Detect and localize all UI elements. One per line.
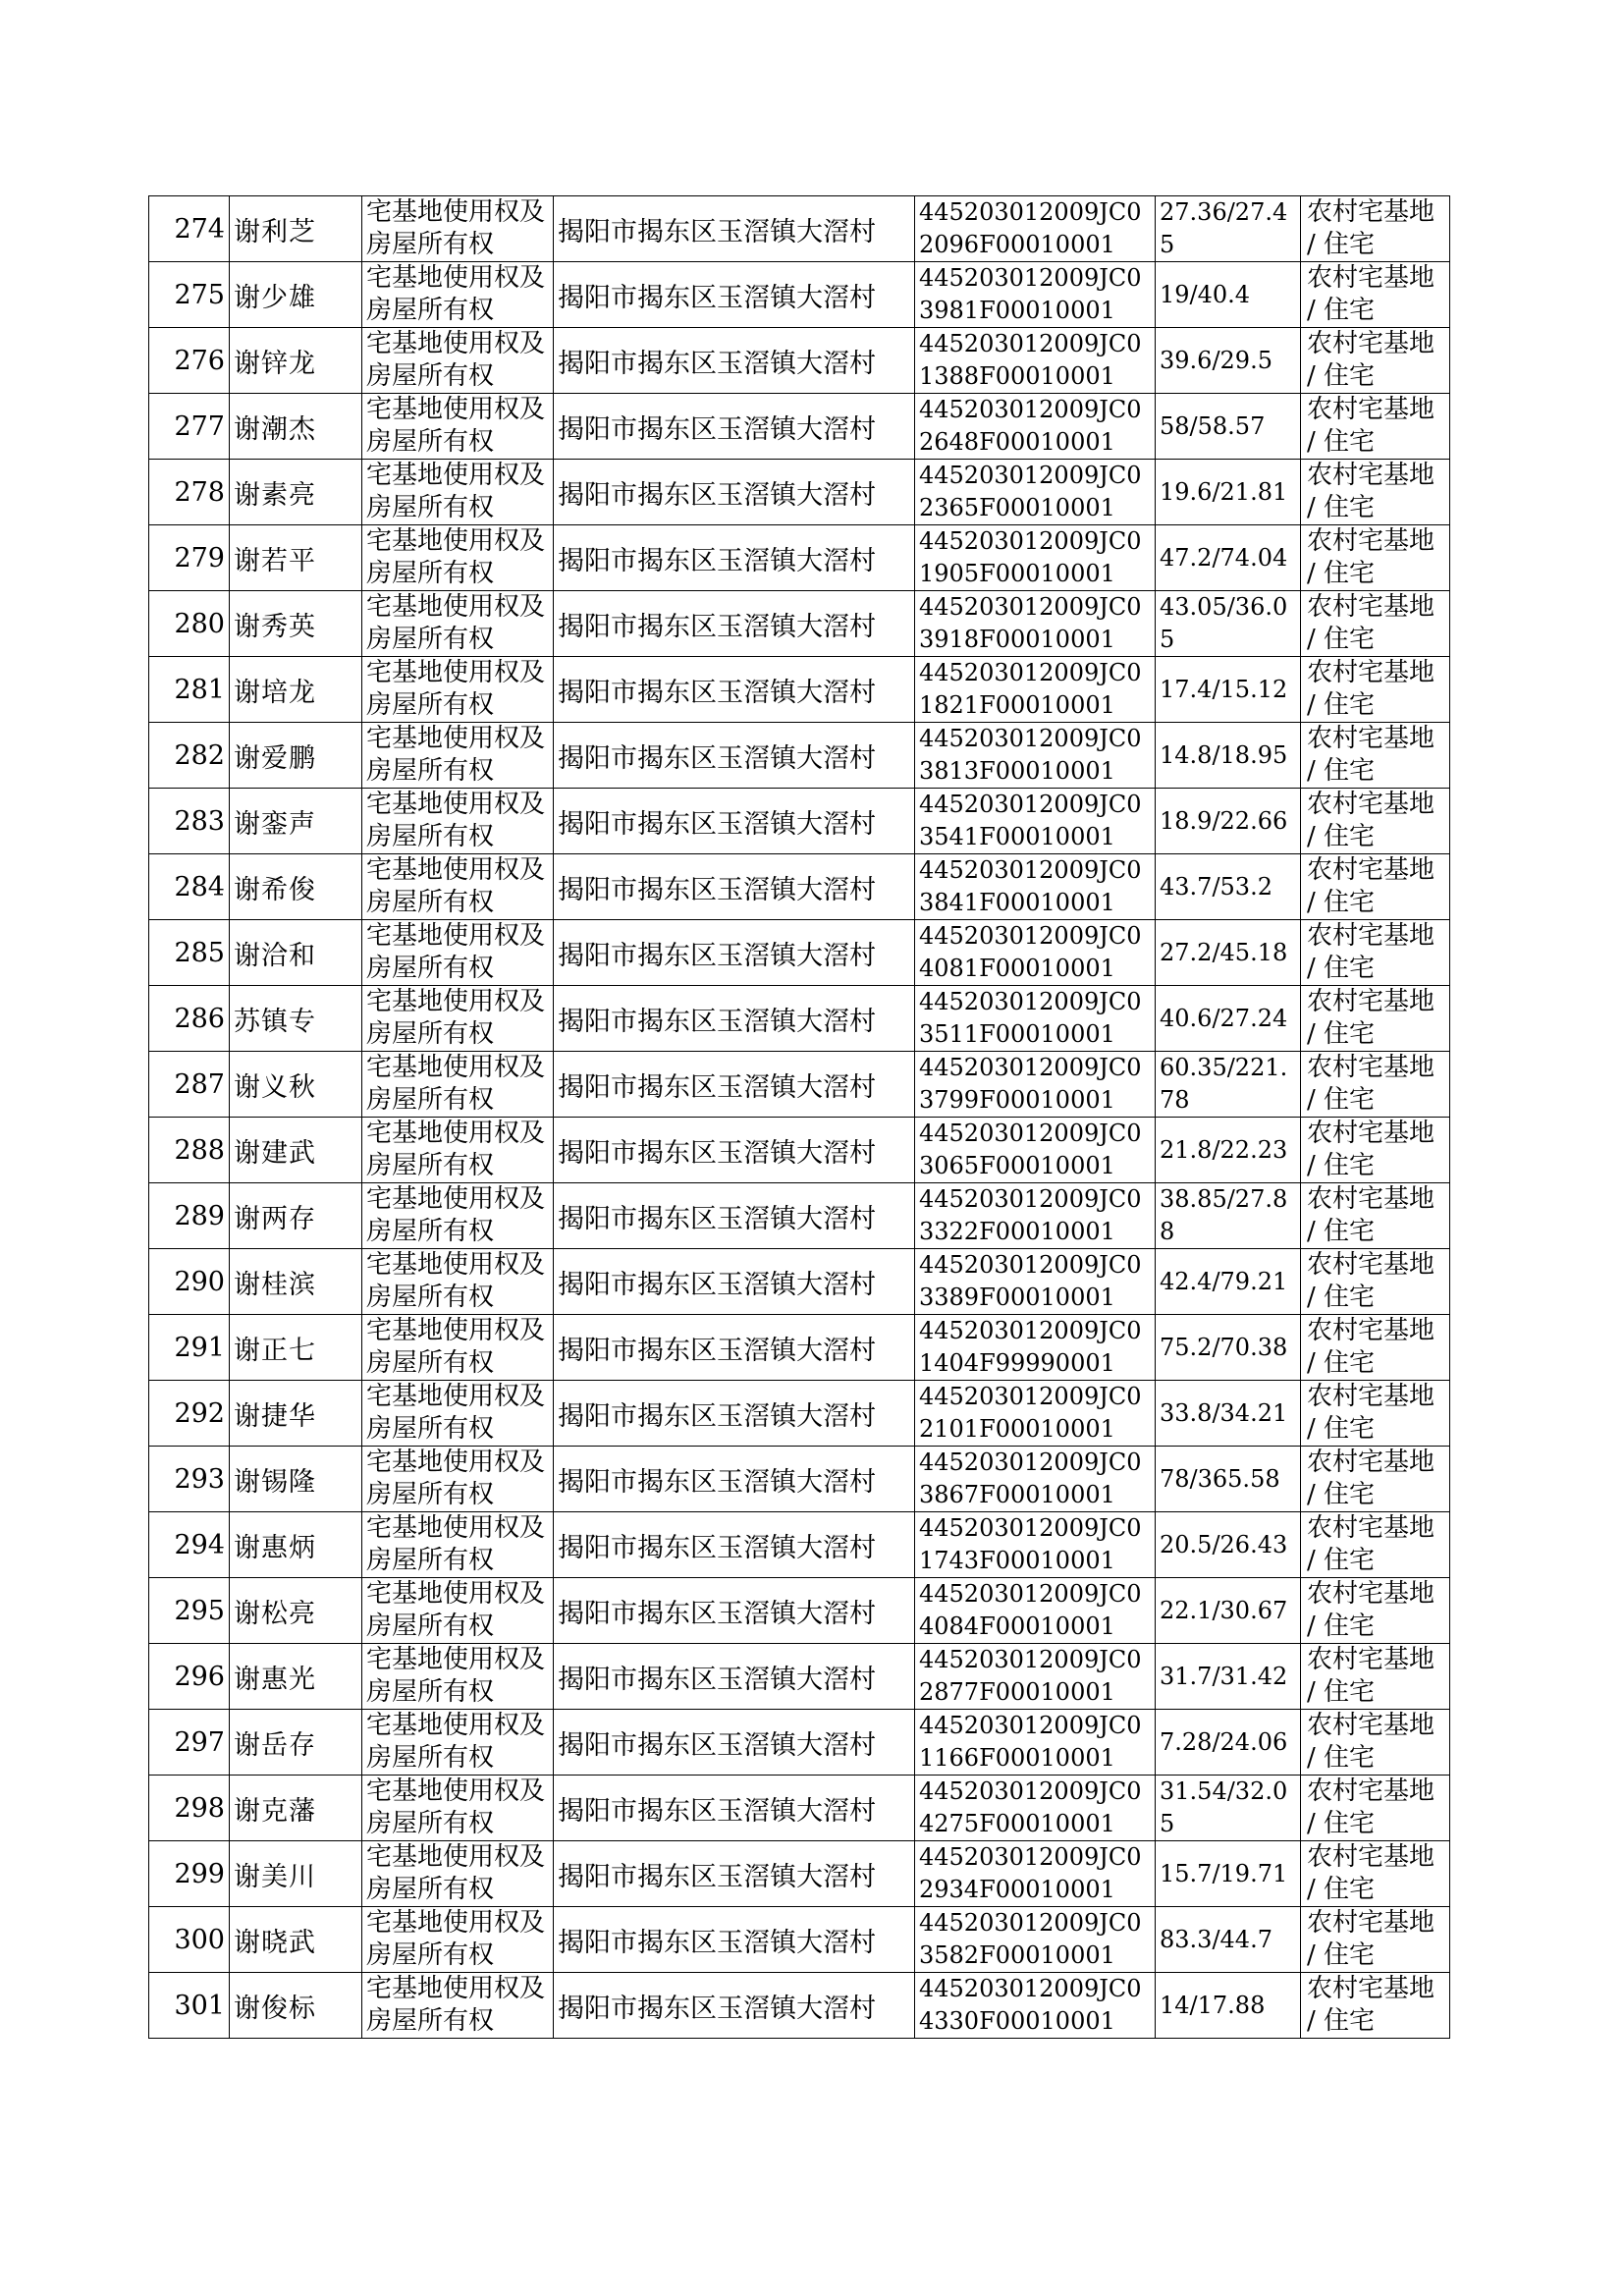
owner-name-cell: 谢两存 <box>230 1183 362 1249</box>
table-row <box>149 1315 1450 1381</box>
row-number-cell: 297 <box>149 1710 230 1776</box>
unit-code-cell: 445203012009JC03799F00010001 <box>915 1052 1156 1118</box>
unit-code-cell: 445203012009JC01166F00010001 <box>915 1710 1156 1776</box>
table-row <box>149 591 1450 657</box>
land-use-cell: 农村宅基地 / 住宅 <box>1301 1644 1450 1710</box>
land-use-cell: 农村宅基地 / 住宅 <box>1301 262 1450 328</box>
land-use-cell: 农村宅基地 / 住宅 <box>1301 1776 1450 1841</box>
unit-code-cell: 445203012009JC01821F00010001 <box>915 657 1156 723</box>
location-cell: 揭阳市揭东区玉滘镇大滘村 <box>554 262 915 328</box>
unit-code-cell: 445203012009JC02877F00010001 <box>915 1644 1156 1710</box>
table-row <box>149 1973 1450 2039</box>
row-number-cell: 295 <box>149 1578 230 1644</box>
owner-name-cell: 谢若平 <box>230 525 362 591</box>
unit-code-cell: 445203012009JC03065F00010001 <box>915 1118 1156 1183</box>
area-cell: 39.6/29.5 <box>1156 328 1301 394</box>
right-type-cell: 宅基地使用权及房屋所有权 <box>362 328 554 394</box>
unit-code-cell: 445203012009JC03511F00010001 <box>915 986 1156 1052</box>
unit-code-cell: 445203012009JC03389F00010001 <box>915 1249 1156 1315</box>
right-type-cell: 宅基地使用权及房屋所有权 <box>362 920 554 986</box>
right-type-cell: 宅基地使用权及房屋所有权 <box>362 854 554 920</box>
table-row <box>149 1381 1450 1447</box>
owner-name-cell: 谢义秋 <box>230 1052 362 1118</box>
row-number-cell: 284 <box>149 854 230 920</box>
right-type-cell: 宅基地使用权及房屋所有权 <box>362 1776 554 1841</box>
area-cell: 17.4/15.12 <box>1156 657 1301 723</box>
row-number-cell: 296 <box>149 1644 230 1710</box>
location-cell: 揭阳市揭东区玉滘镇大滘村 <box>554 1118 915 1183</box>
area-cell: 14/17.88 <box>1156 1973 1301 2039</box>
land-use-cell: 农村宅基地 / 住宅 <box>1301 920 1450 986</box>
unit-code-cell: 445203012009JC02101F00010001 <box>915 1381 1156 1447</box>
right-type-cell: 宅基地使用权及房屋所有权 <box>362 1841 554 1907</box>
area-cell: 47.2/74.04 <box>1156 525 1301 591</box>
unit-code-cell: 445203012009JC03981F00010001 <box>915 262 1156 328</box>
table-row <box>149 1841 1450 1907</box>
table-row <box>149 1644 1450 1710</box>
location-cell: 揭阳市揭东区玉滘镇大滘村 <box>554 854 915 920</box>
location-cell: 揭阳市揭东区玉滘镇大滘村 <box>554 1512 915 1578</box>
right-type-cell: 宅基地使用权及房屋所有权 <box>362 1512 554 1578</box>
owner-name-cell: 谢锡隆 <box>230 1447 362 1512</box>
right-type-cell: 宅基地使用权及房屋所有权 <box>362 1578 554 1644</box>
table-row <box>149 1578 1450 1644</box>
land-use-cell: 农村宅基地 / 住宅 <box>1301 1710 1450 1776</box>
table-row <box>149 789 1450 854</box>
right-type-cell: 宅基地使用权及房屋所有权 <box>362 986 554 1052</box>
unit-code-cell: 445203012009JC04330F00010001 <box>915 1973 1156 2039</box>
land-use-cell: 农村宅基地 / 住宅 <box>1301 525 1450 591</box>
land-use-cell: 农村宅基地 / 住宅 <box>1301 986 1450 1052</box>
land-use-cell: 农村宅基地 / 住宅 <box>1301 1973 1450 2039</box>
table-row <box>149 657 1450 723</box>
table-row <box>149 1447 1450 1512</box>
location-cell: 揭阳市揭东区玉滘镇大滘村 <box>554 789 915 854</box>
table-row <box>149 460 1450 525</box>
owner-name-cell: 谢美川 <box>230 1841 362 1907</box>
right-type-cell: 宅基地使用权及房屋所有权 <box>362 1710 554 1776</box>
area-cell: 78/365.58 <box>1156 1447 1301 1512</box>
area-cell: 43.7/53.2 <box>1156 854 1301 920</box>
unit-code-cell: 445203012009JC03322F00010001 <box>915 1183 1156 1249</box>
table-row <box>149 394 1450 460</box>
owner-name-cell: 谢俊标 <box>230 1973 362 2039</box>
location-cell: 揭阳市揭东区玉滘镇大滘村 <box>554 460 915 525</box>
land-use-cell: 农村宅基地 / 住宅 <box>1301 1512 1450 1578</box>
table-row <box>149 1183 1450 1249</box>
unit-code-cell: 445203012009JC02365F00010001 <box>915 460 1156 525</box>
row-number-cell: 277 <box>149 394 230 460</box>
row-number-cell: 290 <box>149 1249 230 1315</box>
unit-code-cell: 445203012009JC02096F00010001 <box>915 196 1156 262</box>
area-cell: 20.5/26.43 <box>1156 1512 1301 1578</box>
right-type-cell: 宅基地使用权及房屋所有权 <box>362 657 554 723</box>
area-cell: 15.7/19.71 <box>1156 1841 1301 1907</box>
owner-name-cell: 谢岳存 <box>230 1710 362 1776</box>
owner-name-cell: 谢锌龙 <box>230 328 362 394</box>
table-row <box>149 986 1450 1052</box>
right-type-cell: 宅基地使用权及房屋所有权 <box>362 196 554 262</box>
row-number-cell: 285 <box>149 920 230 986</box>
owner-name-cell: 谢素亮 <box>230 460 362 525</box>
row-number-cell: 286 <box>149 986 230 1052</box>
right-type-cell: 宅基地使用权及房屋所有权 <box>362 1973 554 2039</box>
land-use-cell: 农村宅基地 / 住宅 <box>1301 1183 1450 1249</box>
land-use-cell: 农村宅基地 / 住宅 <box>1301 394 1450 460</box>
row-number-cell: 298 <box>149 1776 230 1841</box>
table-row <box>149 920 1450 986</box>
table-row <box>149 854 1450 920</box>
table-row <box>149 1052 1450 1118</box>
right-type-cell: 宅基地使用权及房屋所有权 <box>362 460 554 525</box>
table-row <box>149 1710 1450 1776</box>
right-type-cell: 宅基地使用权及房屋所有权 <box>362 591 554 657</box>
owner-name-cell: 谢潮杰 <box>230 394 362 460</box>
row-number-cell: 278 <box>149 460 230 525</box>
area-cell: 83.3/44.7 <box>1156 1907 1301 1973</box>
right-type-cell: 宅基地使用权及房屋所有权 <box>362 525 554 591</box>
area-cell: 21.8/22.23 <box>1156 1118 1301 1183</box>
row-number-cell: 283 <box>149 789 230 854</box>
owner-name-cell: 苏镇专 <box>230 986 362 1052</box>
right-type-cell: 宅基地使用权及房屋所有权 <box>362 262 554 328</box>
row-number-cell: 279 <box>149 525 230 591</box>
land-use-cell: 农村宅基地 / 住宅 <box>1301 1381 1450 1447</box>
owner-name-cell: 谢銮声 <box>230 789 362 854</box>
row-number-cell: 280 <box>149 591 230 657</box>
area-cell: 19.6/21.81 <box>1156 460 1301 525</box>
owner-name-cell: 谢捷华 <box>230 1381 362 1447</box>
area-cell: 43.05/36.05 <box>1156 591 1301 657</box>
location-cell: 揭阳市揭东区玉滘镇大滘村 <box>554 1315 915 1381</box>
location-cell: 揭阳市揭东区玉滘镇大滘村 <box>554 1183 915 1249</box>
area-cell: 27.36/27.45 <box>1156 196 1301 262</box>
right-type-cell: 宅基地使用权及房屋所有权 <box>362 723 554 789</box>
table-row <box>149 1118 1450 1183</box>
row-number-cell: 276 <box>149 328 230 394</box>
land-use-cell: 农村宅基地 / 住宅 <box>1301 1315 1450 1381</box>
land-use-cell: 农村宅基地 / 住宅 <box>1301 789 1450 854</box>
owner-name-cell: 谢晓武 <box>230 1907 362 1973</box>
right-type-cell: 宅基地使用权及房屋所有权 <box>362 1249 554 1315</box>
owner-name-cell: 谢少雄 <box>230 262 362 328</box>
right-type-cell: 宅基地使用权及房屋所有权 <box>362 1644 554 1710</box>
unit-code-cell: 445203012009JC01404F99990001 <box>915 1315 1156 1381</box>
land-use-cell: 农村宅基地 / 住宅 <box>1301 1052 1450 1118</box>
location-cell: 揭阳市揭东区玉滘镇大滘村 <box>554 986 915 1052</box>
location-cell: 揭阳市揭东区玉滘镇大滘村 <box>554 1381 915 1447</box>
owner-name-cell: 谢正七 <box>230 1315 362 1381</box>
land-use-cell: 农村宅基地 / 住宅 <box>1301 854 1450 920</box>
owner-name-cell: 谢利芝 <box>230 196 362 262</box>
location-cell: 揭阳市揭东区玉滘镇大滘村 <box>554 1776 915 1841</box>
right-type-cell: 宅基地使用权及房屋所有权 <box>362 1052 554 1118</box>
area-cell: 27.2/45.18 <box>1156 920 1301 986</box>
land-use-cell: 农村宅基地 / 住宅 <box>1301 1118 1450 1183</box>
owner-name-cell: 谢惠光 <box>230 1644 362 1710</box>
location-cell: 揭阳市揭东区玉滘镇大滘村 <box>554 723 915 789</box>
location-cell: 揭阳市揭东区玉滘镇大滘村 <box>554 1052 915 1118</box>
right-type-cell: 宅基地使用权及房屋所有权 <box>362 1315 554 1381</box>
area-cell: 19/40.4 <box>1156 262 1301 328</box>
location-cell: 揭阳市揭东区玉滘镇大滘村 <box>554 1973 915 2039</box>
location-cell: 揭阳市揭东区玉滘镇大滘村 <box>554 1841 915 1907</box>
area-cell: 22.1/30.67 <box>1156 1578 1301 1644</box>
row-number-cell: 292 <box>149 1381 230 1447</box>
unit-code-cell: 445203012009JC03541F00010001 <box>915 789 1156 854</box>
land-use-cell: 农村宅基地 / 住宅 <box>1301 723 1450 789</box>
area-cell: 60.35/221.78 <box>1156 1052 1301 1118</box>
row-number-cell: 274 <box>149 196 230 262</box>
area-cell: 75.2/70.38 <box>1156 1315 1301 1381</box>
area-cell: 38.85/27.88 <box>1156 1183 1301 1249</box>
row-number-cell: 299 <box>149 1841 230 1907</box>
unit-code-cell: 445203012009JC01743F00010001 <box>915 1512 1156 1578</box>
land-use-cell: 农村宅基地 / 住宅 <box>1301 1447 1450 1512</box>
unit-code-cell: 445203012009JC01905F00010001 <box>915 525 1156 591</box>
owner-name-cell: 谢培龙 <box>230 657 362 723</box>
table-row <box>149 328 1450 394</box>
location-cell: 揭阳市揭东区玉滘镇大滘村 <box>554 525 915 591</box>
table-row <box>149 262 1450 328</box>
location-cell: 揭阳市揭东区玉滘镇大滘村 <box>554 394 915 460</box>
location-cell: 揭阳市揭东区玉滘镇大滘村 <box>554 1710 915 1776</box>
area-cell: 33.8/34.21 <box>1156 1381 1301 1447</box>
location-cell: 揭阳市揭东区玉滘镇大滘村 <box>554 1447 915 1512</box>
row-number-cell: 294 <box>149 1512 230 1578</box>
owner-name-cell: 谢克藩 <box>230 1776 362 1841</box>
row-number-cell: 300 <box>149 1907 230 1973</box>
unit-code-cell: 445203012009JC04084F00010001 <box>915 1578 1156 1644</box>
owner-name-cell: 谢桂滨 <box>230 1249 362 1315</box>
row-number-cell: 287 <box>149 1052 230 1118</box>
area-cell: 40.6/27.24 <box>1156 986 1301 1052</box>
location-cell: 揭阳市揭东区玉滘镇大滘村 <box>554 328 915 394</box>
area-cell: 14.8/18.95 <box>1156 723 1301 789</box>
right-type-cell: 宅基地使用权及房屋所有权 <box>362 1183 554 1249</box>
right-type-cell: 宅基地使用权及房屋所有权 <box>362 789 554 854</box>
location-cell: 揭阳市揭东区玉滘镇大滘村 <box>554 920 915 986</box>
land-use-cell: 农村宅基地 / 住宅 <box>1301 460 1450 525</box>
unit-code-cell: 445203012009JC03841F00010001 <box>915 854 1156 920</box>
unit-code-cell: 445203012009JC03813F00010001 <box>915 723 1156 789</box>
row-number-cell: 291 <box>149 1315 230 1381</box>
area-cell: 31.54/32.05 <box>1156 1776 1301 1841</box>
owner-name-cell: 谢建武 <box>230 1118 362 1183</box>
land-use-cell: 农村宅基地 / 住宅 <box>1301 1907 1450 1973</box>
area-cell: 58/58.57 <box>1156 394 1301 460</box>
row-number-cell: 281 <box>149 657 230 723</box>
location-cell: 揭阳市揭东区玉滘镇大滘村 <box>554 1644 915 1710</box>
owner-name-cell: 谢希俊 <box>230 854 362 920</box>
table-row <box>149 723 1450 789</box>
table-row <box>149 1776 1450 1841</box>
registry-table <box>148 195 1450 2039</box>
unit-code-cell: 445203012009JC04081F00010001 <box>915 920 1156 986</box>
right-type-cell: 宅基地使用权及房屋所有权 <box>362 1447 554 1512</box>
location-cell: 揭阳市揭东区玉滘镇大滘村 <box>554 1907 915 1973</box>
land-use-cell: 农村宅基地 / 住宅 <box>1301 1841 1450 1907</box>
table-row <box>149 1907 1450 1973</box>
land-use-cell: 农村宅基地 / 住宅 <box>1301 657 1450 723</box>
area-cell: 7.28/24.06 <box>1156 1710 1301 1776</box>
land-use-cell: 农村宅基地 / 住宅 <box>1301 328 1450 394</box>
area-cell: 18.9/22.66 <box>1156 789 1301 854</box>
row-number-cell: 288 <box>149 1118 230 1183</box>
location-cell: 揭阳市揭东区玉滘镇大滘村 <box>554 657 915 723</box>
row-number-cell: 282 <box>149 723 230 789</box>
unit-code-cell: 445203012009JC02648F00010001 <box>915 394 1156 460</box>
unit-code-cell: 445203012009JC02934F00010001 <box>915 1841 1156 1907</box>
row-number-cell: 301 <box>149 1973 230 2039</box>
area-cell: 42.4/79.21 <box>1156 1249 1301 1315</box>
area-cell: 31.7/31.42 <box>1156 1644 1301 1710</box>
owner-name-cell: 谢爱鹏 <box>230 723 362 789</box>
right-type-cell: 宅基地使用权及房屋所有权 <box>362 394 554 460</box>
location-cell: 揭阳市揭东区玉滘镇大滘村 <box>554 1578 915 1644</box>
unit-code-cell: 445203012009JC03867F00010001 <box>915 1447 1156 1512</box>
owner-name-cell: 谢松亮 <box>230 1578 362 1644</box>
location-cell: 揭阳市揭东区玉滘镇大滘村 <box>554 196 915 262</box>
unit-code-cell: 445203012009JC01388F00010001 <box>915 328 1156 394</box>
land-use-cell: 农村宅基地 / 住宅 <box>1301 196 1450 262</box>
land-use-cell: 农村宅基地 / 住宅 <box>1301 591 1450 657</box>
land-use-cell: 农村宅基地 / 住宅 <box>1301 1578 1450 1644</box>
land-use-cell: 农村宅基地 / 住宅 <box>1301 1249 1450 1315</box>
unit-code-cell: 445203012009JC04275F00010001 <box>915 1776 1156 1841</box>
location-cell: 揭阳市揭东区玉滘镇大滘村 <box>554 1249 915 1315</box>
right-type-cell: 宅基地使用权及房屋所有权 <box>362 1381 554 1447</box>
table-row <box>149 196 1450 262</box>
owner-name-cell: 谢惠炳 <box>230 1512 362 1578</box>
unit-code-cell: 445203012009JC03582F00010001 <box>915 1907 1156 1973</box>
row-number-cell: 275 <box>149 262 230 328</box>
owner-name-cell: 谢秀英 <box>230 591 362 657</box>
table-row <box>149 525 1450 591</box>
right-type-cell: 宅基地使用权及房屋所有权 <box>362 1907 554 1973</box>
table-row <box>149 1512 1450 1578</box>
registry-table-body <box>149 196 1450 2039</box>
row-number-cell: 293 <box>149 1447 230 1512</box>
right-type-cell: 宅基地使用权及房屋所有权 <box>362 1118 554 1183</box>
location-cell: 揭阳市揭东区玉滘镇大滘村 <box>554 591 915 657</box>
table-row <box>149 1249 1450 1315</box>
unit-code-cell: 445203012009JC03918F00010001 <box>915 591 1156 657</box>
row-number-cell: 289 <box>149 1183 230 1249</box>
owner-name-cell: 谢洽和 <box>230 920 362 986</box>
